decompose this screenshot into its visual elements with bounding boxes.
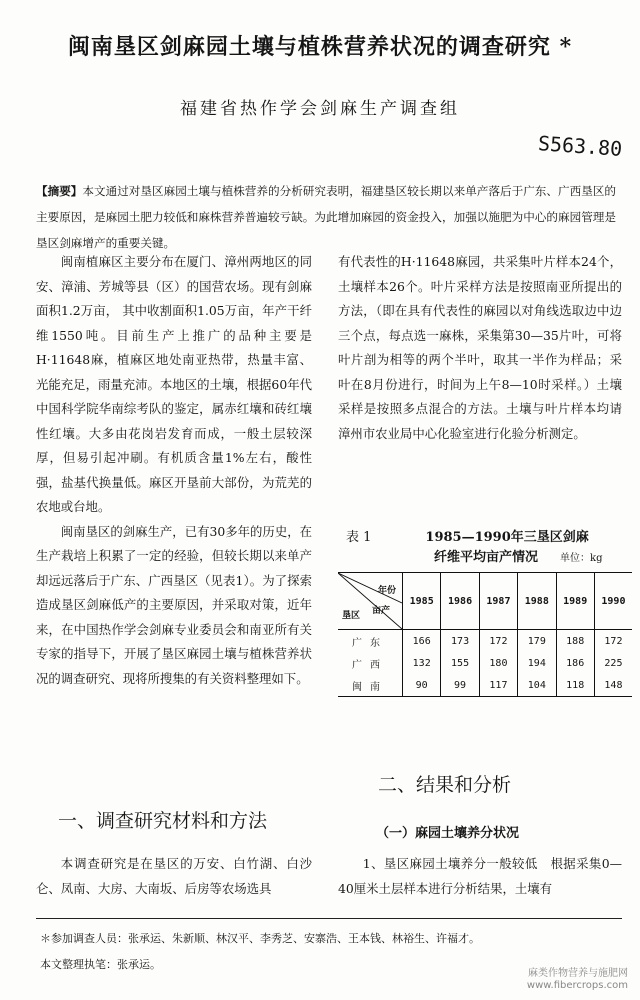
- table-corner-cell: [338, 573, 403, 630]
- value-cell: 166: [403, 630, 441, 653]
- paragraph: 闽南垦区的剑麻生产，已有30多年的历史，在生产栽培上积累了一定的经验，但较长期以来单产却远远落后于广东、广西垦区（见表1）。为了探索造成垦区剑麻低产的主要原因，并采取对策，近年来，在中国热作学会剑麻专业委员会和南亚所有关专家的指导下，开展了垦区麻园土壤与植株营养状况的调查研究、现将所搜集的有关资料整理如下。: [36, 523, 312, 686]
- paper-title: 闽南垦区剑麻园土壤与植株营养状况的调查研究 *: [67, 34, 573, 60]
- value-cell: 99: [441, 674, 479, 697]
- table-caption: [346, 526, 589, 545]
- value-cell: 90: [403, 674, 441, 697]
- table-caption-line2: [434, 546, 602, 565]
- table-unit: 单位：kg: [560, 553, 603, 564]
- table-row: [338, 674, 632, 697]
- footnote-divider: [36, 918, 622, 919]
- year-header: 1988: [518, 573, 556, 630]
- corner-yield-label: 亩产: [372, 606, 391, 616]
- footnote-participants: ＊参加调查人员：张承运、朱新顺、林汉平、李秀芝、安寨浩、王本钱、林裕生、许福才。: [40, 932, 480, 945]
- yield-table: [338, 572, 632, 697]
- year-header: 1990: [594, 573, 632, 630]
- value-cell: 173: [441, 630, 479, 653]
- abstract-text: 本文通过对垦区麻园土壤与植株营养的分析研究表明，福建垦区较长期以来单产落后于广东、广西垦区的主要原因，是麻园土肥力较低和麻株营养普遍较亏缺。为此增加麻园的资金投入，加强以施肥为中心的麻园管理是垦区剑麻增产的重要关键。: [36, 184, 616, 250]
- section-heading-methods: 一、调查研究材料和方法: [58, 810, 268, 832]
- value-cell: 186: [556, 652, 594, 674]
- value-cell: 155: [441, 652, 479, 674]
- left-column-methods: [36, 852, 312, 901]
- author-line: 福建省热作学会剑麻生产调查组: [180, 99, 460, 119]
- value-cell: 118: [556, 674, 594, 697]
- right-column-methods: [338, 250, 622, 446]
- right-column-results: [338, 852, 622, 901]
- value-cell: 172: [594, 630, 632, 653]
- year-header: 1989: [556, 573, 594, 630]
- value-cell: 180: [479, 652, 517, 674]
- region-cell: 闽南: [338, 674, 403, 697]
- paragraph: 本调查研究是在垦区的万安、白竹湖、白沙仑、凤南、大房、大南坂、后房等农场选具: [36, 856, 312, 896]
- year-header: 1986: [441, 573, 479, 630]
- paragraph: 1、垦区麻园土壤养分一般较低 根据采集0—40厘米土层样本进行分析结果，土壤有: [338, 856, 622, 896]
- handwritten-call-number: S563.80: [537, 131, 624, 161]
- section-heading-results: 二、结果和分析: [378, 774, 512, 796]
- abstract-label: 【摘要】: [36, 184, 83, 198]
- value-cell: 104: [518, 674, 556, 697]
- abstract: [36, 178, 616, 256]
- table-row: [338, 630, 632, 653]
- left-column-intro: [36, 250, 312, 691]
- watermark-line1: 麻类作物营养与施肥网: [528, 968, 628, 979]
- corner-year-label: 年份: [377, 586, 396, 596]
- table-number: 表 1: [346, 530, 372, 545]
- value-cell: 188: [556, 630, 594, 653]
- value-cell: 225: [594, 652, 632, 674]
- footnote-writer: 本文整理执笔：张承运。: [40, 958, 161, 971]
- paragraph: 有代表性的H·11648麻园，共采集叶片样本24个，土壤样本26个。叶片采样方法是按照南亚所提出的方法，（即在具有代表性的麻园以对角线选取边中边三个点，每点选一麻株，采集第30—35片叶，可将叶片剖为相等的两个半叶，取其一半作为样品；采叶在8月份进行，时间为上午8—10时采样。）土壤采样是按照多点混合的方法。土壤与叶片样本均请漳州市农业局中心化验室进行化验分析测定。: [338, 254, 622, 441]
- corner-area-label: 垦区: [342, 611, 361, 621]
- value-cell: 194: [518, 652, 556, 674]
- region-cell: 广西: [338, 652, 403, 674]
- paragraph: 闽南植麻区主要分布在厦门、漳州两地区的同安、漳浦、芳城等县（区）的国营农场。现有剑麻面积1.2万亩， 其中收割面积1.05万亩，年产干纤维1550吨。目前生产上推广的品种主要是H·11648麻，植麻区地处南亚热带，热量丰富、光能充足，雨量充沛。本地区的土壤，根据60年代中国科学院华南综考队的鉴定，属赤红壤和砖红壤性红壤。大多由花岗岩发育而成，一般土层较深厚，但易引起冲刷。有机质含量1%左右，酸性强，盐基代换量低。麻区开垦前大部份，为荒芜的农地或台地。: [36, 254, 312, 514]
- table-title-line1: 1985—1990年三垦区剑麻: [425, 530, 589, 545]
- year-header: 1987: [479, 573, 517, 630]
- table-header-row: [338, 573, 632, 630]
- watermark-line2: www.fibercrops.com: [526, 980, 628, 991]
- value-cell: 148: [594, 674, 632, 697]
- value-cell: 179: [518, 630, 556, 653]
- value-cell: 117: [479, 674, 517, 697]
- table-row: [338, 652, 632, 674]
- table-title-line2: 纤维平均亩产情况: [434, 550, 539, 565]
- year-header: 1985: [403, 573, 441, 630]
- subsection-heading: （一）麻园土壤养分状况: [376, 826, 520, 841]
- region-cell: 广东: [338, 630, 403, 653]
- value-cell: 132: [403, 652, 441, 674]
- value-cell: 172: [479, 630, 517, 653]
